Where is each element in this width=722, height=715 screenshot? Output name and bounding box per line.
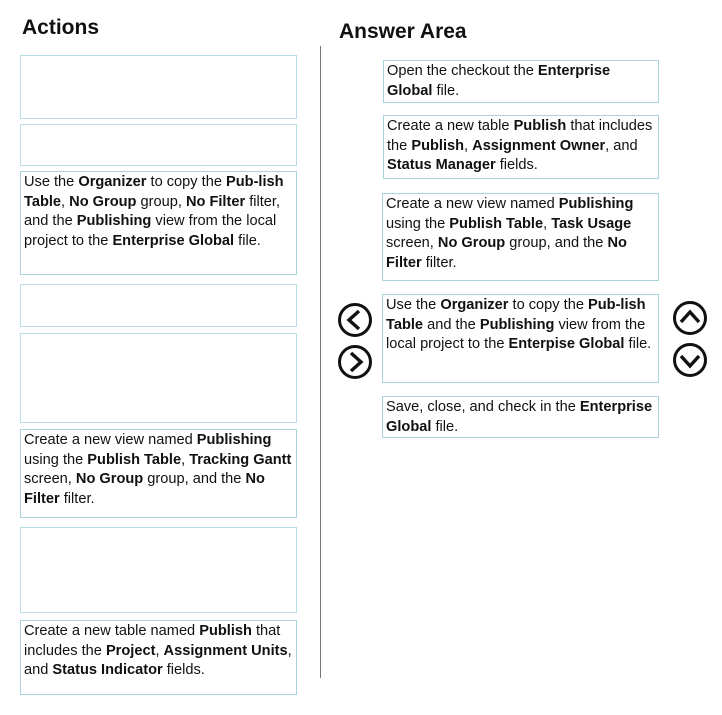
action-item-copy-organizer[interactable] (20, 171, 297, 275)
move-down-button[interactable] (672, 342, 708, 378)
text-run: , and (605, 137, 638, 154)
text-run: filter. (421, 254, 457, 271)
text-run: screen, (24, 471, 76, 487)
action-item-create-table-project[interactable] (20, 620, 297, 695)
text-run: file. (432, 82, 460, 99)
bold-term: Enterprise Global (112, 232, 235, 249)
text-run: that includes the (387, 118, 653, 154)
bold-term: Enterprise Global (386, 399, 653, 435)
bold-term: Publish (411, 137, 465, 154)
bold-term: Pub-lish Table (24, 174, 284, 210)
bold-term: No Filter (386, 235, 627, 271)
action-slot-empty (20, 55, 297, 119)
text-run: group, (136, 193, 186, 210)
answer-area-heading: Answer Area (339, 20, 467, 43)
bold-term: Publishing (76, 213, 152, 229)
text-run: using the (24, 451, 88, 468)
bold-term: Organizer (440, 297, 509, 313)
answer-item-save-close-checkin[interactable] (382, 396, 659, 438)
up-arrow-icon (672, 300, 708, 336)
text-run: file. (624, 336, 652, 352)
answer-item-open-checkout[interactable] (383, 60, 659, 103)
action-item-create-view-tracking-gantt[interactable] (20, 429, 297, 518)
text-run: to copy the (146, 174, 226, 190)
actions-heading: Actions (22, 16, 100, 39)
text-run: fields. (495, 157, 538, 173)
left-arrow-icon (337, 302, 373, 338)
bold-term: Publish Table (87, 451, 182, 468)
answer-item-create-table-publish[interactable] (383, 115, 659, 179)
text-run: , (543, 215, 552, 232)
bold-term: Enterprise Global (387, 63, 611, 99)
text-run: filter. (59, 490, 95, 507)
text-run: filter, and the (24, 193, 281, 229)
column-divider (320, 46, 321, 678)
bold-term: Publish (513, 118, 567, 134)
bold-term: Assignment Owner (472, 137, 606, 154)
bold-term: Assignment Units (163, 642, 288, 659)
text-run: using the (386, 215, 450, 232)
bold-term: No Group (437, 235, 506, 251)
answer-item-copy-organizer[interactable] (382, 294, 659, 383)
text-run: and the (423, 316, 480, 333)
text-run: , (61, 193, 70, 210)
move-up-button[interactable] (672, 300, 708, 336)
move-left-button[interactable] (337, 302, 373, 338)
down-arrow-icon (672, 342, 708, 378)
move-right-button[interactable] (337, 344, 373, 380)
text-run: Use the (386, 297, 441, 313)
text-run: Create a new table named (24, 623, 200, 639)
text-run: , (464, 137, 473, 154)
text-run: Open the checkout the (387, 63, 538, 79)
bold-term: Publishing (196, 432, 272, 448)
text-run: fields. (162, 662, 205, 678)
text-run: file. (431, 418, 459, 435)
action-slot-empty (20, 333, 297, 423)
bold-term: Tracking Gantt (189, 451, 292, 468)
bold-term: Organizer (78, 174, 147, 190)
answer-item-create-view-task-usage[interactable] (382, 193, 659, 281)
bold-term: Publish Table (449, 215, 544, 232)
bold-term: No Filter (24, 471, 265, 507)
text-run: that includes the (24, 623, 281, 659)
bold-term: Publishing (479, 316, 555, 333)
text-run: , (181, 451, 190, 468)
text-run: group, and the (505, 235, 608, 251)
bold-term: Pub-lish Table (386, 297, 646, 333)
right-arrow-icon (337, 344, 373, 380)
text-run: Create a new view named (386, 196, 559, 212)
text-run: Create a new view named (24, 432, 197, 448)
text-run: view from the local project to the (24, 213, 277, 249)
text-run: , and (24, 642, 292, 678)
text-run: , (155, 642, 164, 659)
text-run: to copy the (508, 297, 588, 313)
action-slot-empty (20, 527, 297, 613)
bold-term: Status Indicator (52, 662, 163, 678)
text-run: view from the local project to the (386, 316, 646, 352)
bold-term: Task Usage (551, 215, 632, 232)
bold-term: No Group (69, 193, 137, 210)
bold-term: Project (105, 642, 156, 659)
bold-term: Enterpise Global (508, 336, 625, 352)
bold-term: No Filter (185, 193, 246, 210)
bold-term: No Group (75, 471, 144, 487)
text-run: group, and the (143, 471, 246, 487)
bold-term: Publishing (558, 196, 634, 212)
text-run: Create a new table (387, 118, 514, 134)
bold-term: Status Manager (387, 157, 496, 173)
text-run: screen, (386, 235, 438, 251)
text-run: Save, close, and check in the (386, 399, 580, 415)
action-slot-empty (20, 284, 297, 327)
text-run: file. (234, 232, 261, 249)
bold-term: Publish (199, 623, 252, 639)
text-run: Use the (24, 174, 79, 190)
action-slot-empty (20, 124, 297, 166)
